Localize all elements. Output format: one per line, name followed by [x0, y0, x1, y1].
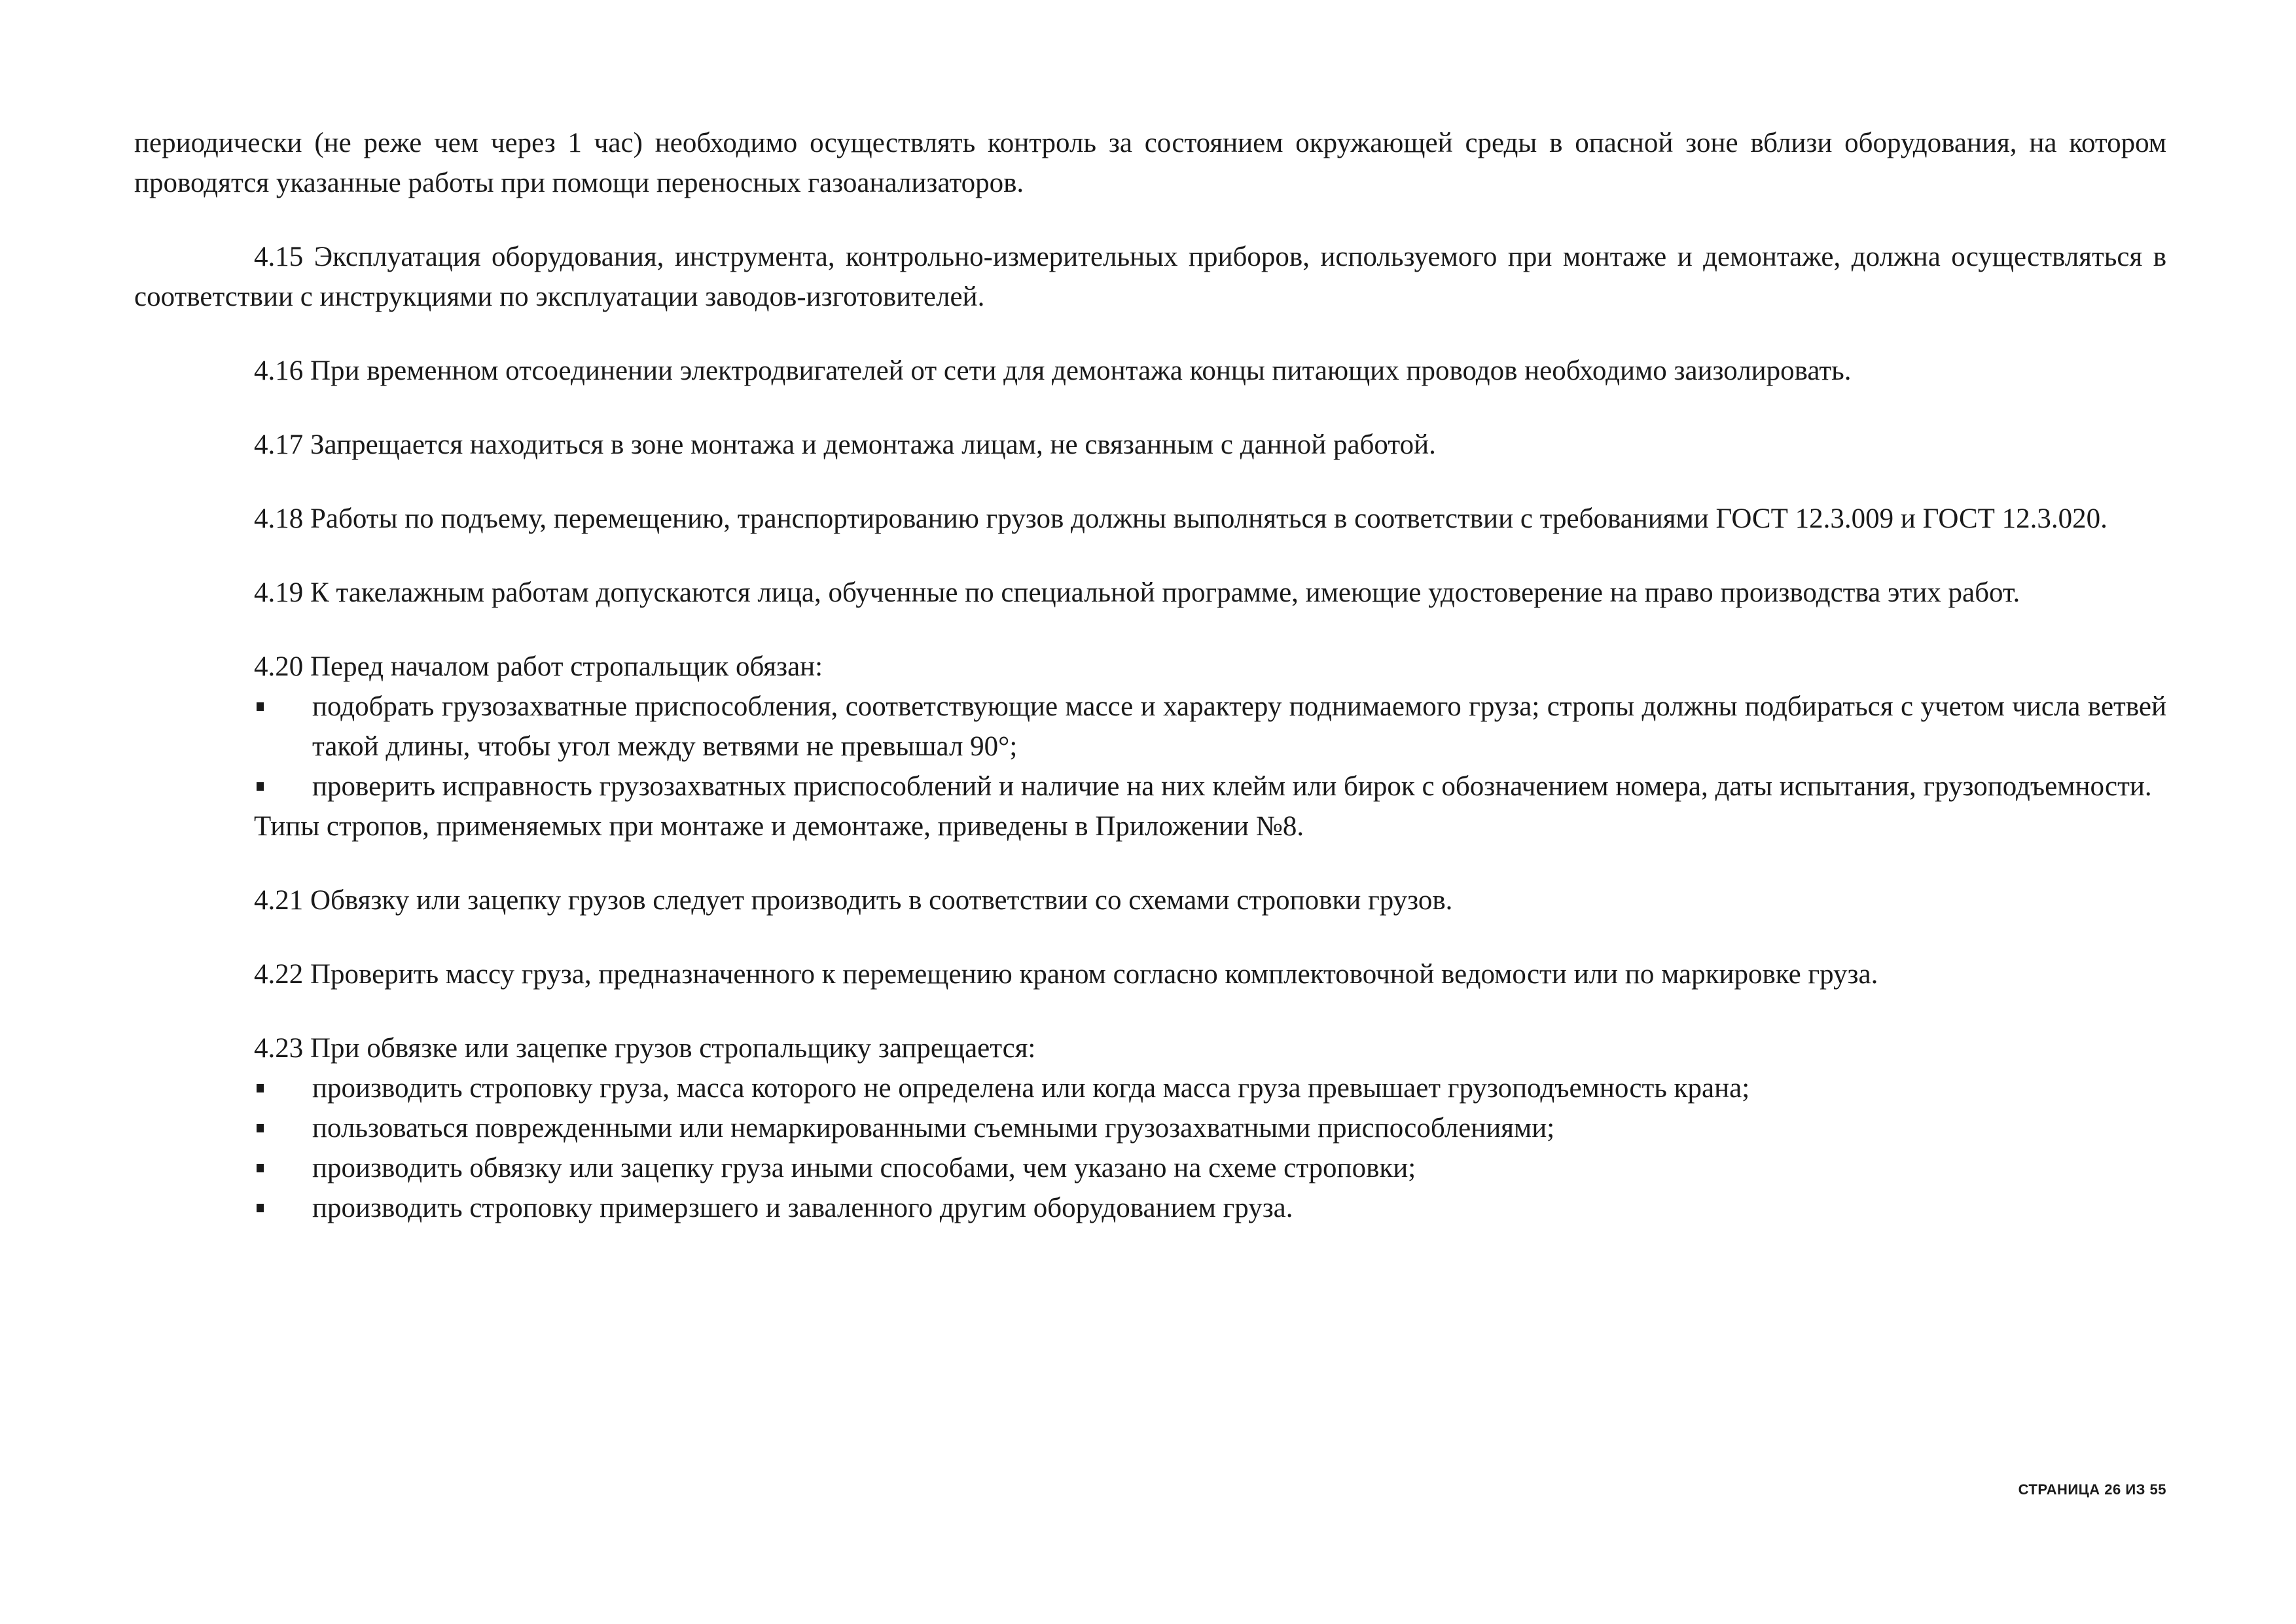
- paragraph-4-18: 4.18 Работы по подъему, перемещению, транспортированию грузов должны выполняться в соответствии с требованиями ГОСТ 12.3.009 и ГОСТ 12.3.020.: [254, 503, 2108, 534]
- square-bullet-icon: [257, 1124, 264, 1132]
- list-item-text: производить обвязку или зацепку груза иными способами, чем указано на схеме строповки;: [312, 1153, 1416, 1183]
- list-item: [134, 1108, 2166, 1148]
- list-item: [134, 1068, 2166, 1108]
- square-bullet-icon: [257, 1164, 264, 1172]
- square-bullet-icon: [257, 702, 264, 711]
- list-item: [134, 687, 2166, 767]
- paragraph-4-15: 4.15 Эксплуатация оборудования, инструмента, контрольно-измерительных приборов, используемого при монтаже и демонтаже, должна осуществляться в соответствии с инструкциями по эксплуатации заводов-изготовителей.: [134, 242, 2166, 312]
- list-item-text: производить строповку примерзшего и заваленного другим оборудованием груза.: [312, 1193, 1293, 1223]
- list-4-20: [134, 687, 2166, 806]
- list-item: [134, 1148, 2166, 1188]
- paragraph-4-21: 4.21 Обвязку или зацепку грузов следует производить в соответствии со схемами строповки грузов.: [254, 885, 1453, 916]
- page-number: СТРАНИЦА 26 ИЗ 55: [2018, 1481, 2166, 1498]
- list-item-text: производить строповку груза, масса которого не определена или когда масса груза превышает грузоподъемность крана;: [312, 1073, 1750, 1104]
- paragraph-4-19: 4.19 К такелажным работам допускаются лица, обученные по специальной программе, имеющие удостоверение на право производства этих работ.: [254, 577, 2020, 608]
- list-item-text: подобрать грузозахватные приспособления, соответствующие массе и характеру поднимаемого груза; стропы должны подбираться с учетом числа ветвей такой длины, чтобы угол между ветвями не превышал 90°;: [312, 691, 2166, 762]
- square-bullet-icon: [257, 1204, 264, 1212]
- paragraph-4-20-intro: 4.20 Перед началом работ стропальщик обязан:: [254, 651, 823, 682]
- list-item: [134, 1188, 2166, 1228]
- square-bullet-icon: [257, 1084, 264, 1092]
- list-item: [134, 767, 2166, 806]
- paragraph-4-14-continuation: периодически (не реже чем через 1 час) необходимо осуществлять контроль за состоянием окружающей среды в опасной зоне вблизи оборудования, на котором проводятся указанные работы при помощи переносных газоанализаторов.: [134, 128, 2166, 198]
- list-item-text: пользоваться поврежденными или немаркированными съемными грузозахватными приспособлениями;: [312, 1113, 1555, 1144]
- list-4-23: [134, 1068, 2166, 1228]
- paragraph-4-23-intro: 4.23 При обвязке или зацепке грузов стропальщику запрещается:: [254, 1033, 1036, 1064]
- paragraph-4-16: 4.16 При временном отсоединении электродвигателей от сети для демонтажа концы питающих проводов необходимо заизолировать.: [254, 355, 1852, 386]
- paragraph-4-22: 4.22 Проверить массу груза, предназначенного к перемещению краном согласно комплектовочной ведомости или по маркировке груза.: [254, 959, 1878, 990]
- paragraph-4-20-note: Типы стропов, применяемых при монтаже и демонтаже, приведены в Приложении №8.: [254, 811, 1304, 842]
- document-body: [134, 123, 2166, 1228]
- list-item-text: проверить исправность грузозахватных приспособлений и наличие на них клейм или бирок с обозначением номера, даты испытания, грузоподъемности.: [312, 771, 2152, 802]
- square-bullet-icon: [257, 782, 264, 791]
- paragraph-4-17: 4.17 Запрещается находиться в зоне монтажа и демонтажа лицам, не связанным с данной работой.: [254, 429, 1436, 460]
